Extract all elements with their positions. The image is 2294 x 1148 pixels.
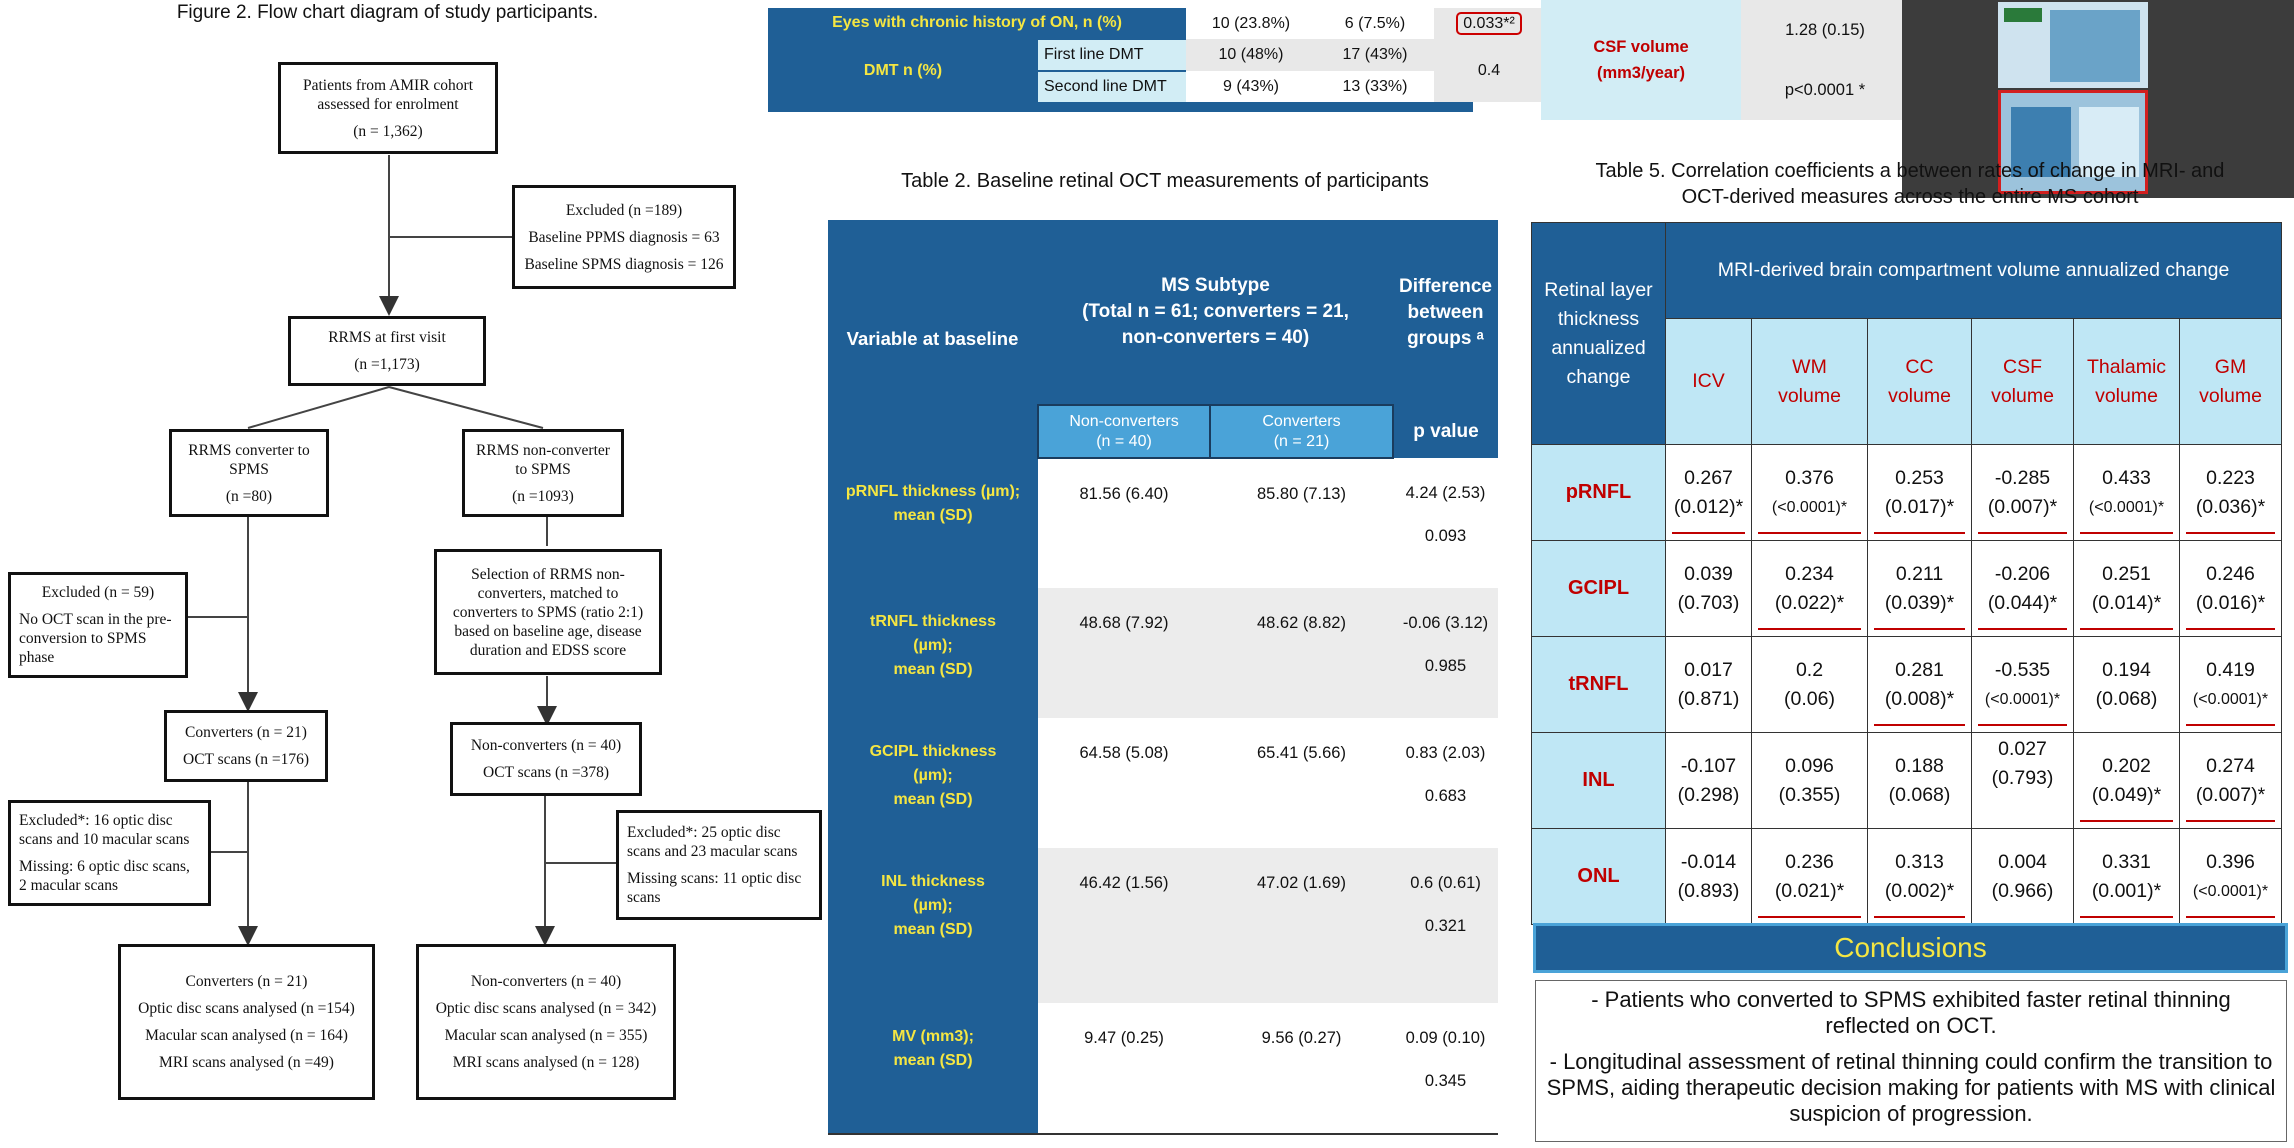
correlation-p-value: (0.022)* [1774,591,1845,614]
table2-caption: Table 2. Baseline retinal OCT measurements of participants [901,170,1429,192]
flow-box-excluded-left: Excluded*: 16 optic disc scans and 10 macular scans Missing: 6 optic disc scans, 2 macular scans [8,800,211,906]
table5 [1531,222,2282,925]
significance-underline [1758,628,1861,630]
table2-row: pRNFL thickness (µm); mean (SD) 81.56 (6.40) 85.80 (7.13) 4.24 (2.53) 0.093 [828,458,1498,588]
correlation-cell [1972,637,2074,733]
table3-fragment: CSF volume (mm3/year) 1.28 (0.15) p<0.0001 * [1541,0,2233,120]
table5-group-header: MRI-derived brain compartment volume annualized change [1666,223,2282,319]
table5-column-header: Thalamic volume [2074,319,2180,445]
correlation-p-value: (0.966) [1991,879,2054,902]
table2-variable-header: Variable at baseline [828,220,1038,458]
table5-row [1532,733,2282,829]
correlation-coefficient: -0.535 [1994,658,2051,681]
correlation-cell [2074,637,2180,733]
correlation-p-value: (<0.0001)* [2192,690,2269,708]
table2-row: tRNFL thickness (µm); mean (SD) 48.68 (7.92) 48.62 (8.82) -0.06 (3.12) 0.985 [828,588,1498,718]
table5-column-header: WM volume [1752,319,1868,445]
table5-row [1532,637,2282,733]
correlation-p-value: (0.355) [1778,783,1841,806]
correlation-cell [1972,829,2074,925]
flow-box-non-converter: RRMS non-converter to SPMS (n =1093) [462,429,624,517]
flow-box-excluded-59: Excluded (n = 59) No OCT scan in the pre- conversion to SPMS phase [8,572,188,678]
significance-underline [1758,532,1861,534]
correlation-coefficient: -0.014 [1680,850,1737,873]
table5-column-header: ICV [1666,319,1752,445]
table1-row-on: Eyes with chronic history of ON, n (%) 10 (23.8%) 6 (7.5%) 0.033*² [768,8,1544,39]
significance-underline [1874,628,1965,630]
table5-column-header: CSF volume [1972,319,2074,445]
correlation-p-value: (0.008)* [1884,687,1955,710]
correlation-cell [1666,733,1752,829]
thumbnail-chart-block [2004,8,2042,22]
correlation-p-value: (0.007)* [2195,783,2266,806]
conclusion-point: - Longitudinal assessment of retinal thinning could confirm the transition to SPMS, aiding therapeutic decision making for patients with MS with clinical suspicion of progression. [1546,1049,2276,1126]
correlation-cell [1972,541,2074,637]
flow-box-final-converters: Converters (n = 21) Optic disc scans analysed (n =154) Macular scan analysed (n = 164) MRI scans analysed (n =49) [118,944,375,1100]
thumbnail-slide[interactable] [1998,2,2148,88]
correlation-coefficient: 0.211 [1895,562,1944,585]
significance-underline [2186,532,2275,534]
table2-converters-header: Converters (n = 21) [1210,405,1393,458]
table2-nonconverters-header: Non-converters (n = 40) [1038,405,1210,458]
significance-underline [1672,532,1745,534]
table5-row [1532,541,2282,637]
significance-underline [1874,724,1965,726]
correlation-coefficient: 0.253 [1895,466,1944,489]
correlation-p-value: (0.068) [1888,783,1951,806]
correlation-coefficient: 0.419 [2206,658,2255,681]
table2-row: GCIPL thickness (µm); mean (SD) 64.58 (5.08) 65.41 (5.66) 0.83 (2.03) 0.683 [828,718,1498,848]
correlation-p-value: (0.06) [1784,687,1835,710]
correlation-cell [2180,829,2282,925]
table5-caption: Table 5. Correlation coefficients a between rates of change in MRI- and OCT-derived measures across the entire MS cohort [1595,160,2225,208]
significance-underline [2080,628,2173,630]
correlation-cell [2074,445,2180,541]
correlation-p-value: (0.793) [1991,767,2054,789]
correlation-cell [1666,445,1752,541]
correlation-cell [1868,733,1972,829]
correlation-p-value: (0.893) [1677,879,1740,902]
correlation-p-value: (0.014)* [2091,591,2162,614]
correlation-p-value: (<0.0001)* [1984,690,2061,708]
correlation-coefficient: 0.267 [1684,466,1733,489]
correlation-cell [1752,637,1868,733]
table5-row-label: INL [1532,733,1666,829]
correlation-cell [1868,637,1972,733]
correlation-cell [1752,829,1868,925]
correlation-coefficient: 0.039 [1684,562,1733,585]
correlation-p-value: (<0.0001)* [2192,882,2269,900]
correlation-p-value: (0.871) [1677,687,1740,710]
table5-corner-header: Retinal layer thickness annualized change [1532,223,1666,445]
table2 [828,220,1498,1135]
significance-underline [1874,916,1965,918]
table1-fragment [768,8,1544,112]
thumbnail-table-block [2050,10,2140,82]
correlation-coefficient: 0.017 [1684,658,1733,681]
p-value-highlight: 0.033*² [1456,12,1522,35]
correlation-p-value: (<0.0001)* [2088,498,2165,516]
correlation-coefficient: 0.234 [1785,562,1834,585]
table5-row [1532,829,2282,925]
correlation-coefficient: 0.251 [2102,562,2151,585]
table2-bottom-rule [828,1133,1498,1135]
correlation-cell [1752,733,1868,829]
table1-bottom-bar [768,102,1473,112]
correlation-cell [2180,637,2282,733]
correlation-p-value: (0.001)* [2091,879,2162,902]
correlation-p-value: (0.016)* [2195,591,2266,614]
correlation-p-value: (0.007)* [1987,495,2058,518]
correlation-p-value: (0.002)* [1884,879,1955,902]
correlation-coefficient: 0.188 [1895,754,1944,777]
correlation-cell [1868,541,1972,637]
conclusions-body [1535,980,2287,1142]
significance-underline [1978,532,2067,534]
csf-volume-label: CSF volume (mm3/year) [1541,0,1741,120]
flow-box-excluded-right: Excluded*: 25 optic disc scans and 23 macular scans Missing scans: 11 optic disc scans [616,810,822,920]
significance-underline [2080,532,2173,534]
correlation-p-value: (0.036)* [2195,495,2266,518]
table5-row-label: tRNFL [1532,637,1666,733]
correlation-p-value: (0.012)* [1673,495,1744,518]
flow-box-non-converters-40: Non-converters (n = 40) OCT scans (n =378) [450,722,642,796]
flow-box-excluded-189: Excluded (n =189) Baseline PPMS diagnosis = 63 Baseline SPMS diagnosis = 126 [512,185,736,289]
flow-box-final-non-converters: Non-converters (n = 40) Optic disc scans analysed (n = 342) Macular scan analysed (n = 355) MRI scans analysed (n = 128) [416,944,676,1100]
significance-underline [2080,916,2173,918]
significance-underline [1978,724,2067,726]
table2-row: MV (mm3); mean (SD) 9.47 (0.25) 9.56 (0.27) 0.09 (0.10) 0.345 [828,1003,1498,1133]
correlation-cell [1752,445,1868,541]
correlation-p-value: (0.021)* [1774,879,1845,902]
table5-row-label: GCIPL [1532,541,1666,637]
significance-underline [2186,724,2275,726]
correlation-p-value: (0.017)* [1884,495,1955,518]
significance-underline [2186,628,2275,630]
significance-underline [1758,916,1861,918]
correlation-cell [1868,829,1972,925]
flow-box-amir: Patients from AMIR cohort assessed for enrolment (n = 1,362) [278,62,498,154]
flow-box-rrms: RRMS at first visit (n =1,173) [288,316,486,386]
table5-row-label: ONL [1532,829,1666,925]
correlation-p-value: (0.703) [1677,591,1740,614]
flow-box-converter: RRMS converter to SPMS (n =80) [169,429,329,517]
table1-row-second-dmt: Second line DMT 9 (43%) 13 (33%) [768,71,1544,102]
correlation-coefficient: 0.331 [2102,850,2151,873]
correlation-cell [2180,445,2282,541]
flow-box-selection: Selection of RRMS non- converters, matched to converters to SPMS (ratio 2:1) based on baseline age, disease duration and EDSS score [434,549,662,675]
correlation-coefficient: 0.274 [2206,754,2255,777]
table2-pvalue-header: p value [1393,405,1498,458]
significance-underline [1978,628,2067,630]
correlation-cell [1666,829,1752,925]
correlation-coefficient: 0.281 [1895,658,1944,681]
correlation-cell [2074,829,2180,925]
correlation-coefficient: 0.246 [2206,562,2255,585]
significance-underline [2080,820,2173,822]
significance-underline [1874,532,1965,534]
correlation-p-value: (0.049)* [2091,783,2162,806]
correlation-coefficient: 0.433 [2102,466,2151,489]
correlation-p-value: (0.298) [1677,783,1740,806]
correlation-coefficient: 0.313 [1895,850,1944,873]
significance-underline [2186,820,2275,822]
correlation-cell [1666,541,1752,637]
correlation-coefficient: 0.223 [2206,466,2255,489]
correlation-p-value: (0.068) [2095,687,2158,710]
conclusion-point: - Patients who converted to SPMS exhibited faster retinal thinning reflected on OCT. [1591,987,2231,1038]
table2-row: INL thickness (µm); mean (SD) 46.42 (1.56) 47.02 (1.69) 0.6 (0.61) 0.321 [828,848,1498,1003]
correlation-coefficient: 0.396 [2206,850,2255,873]
table5-column-header: GM volume [2180,319,2282,445]
significance-underline [2186,916,2275,918]
correlation-coefficient: 0.096 [1785,754,1834,777]
conclusions-heading: Conclusions [1533,923,2288,973]
correlation-cell [2074,541,2180,637]
correlation-cell [2180,541,2282,637]
table5-row [1532,445,2282,541]
correlation-p-value: (0.039)* [1884,591,1955,614]
correlation-coefficient: 0.236 [1785,850,1834,873]
correlation-coefficient: 0.027 [1998,738,2047,760]
table5-column-header: CC volume [1868,319,1972,445]
correlation-coefficient: 0.376 [1785,466,1834,489]
correlation-coefficient: 0.004 [1998,850,2047,873]
flow-box-converters-21: Converters (n = 21) OCT scans (n =176) [164,710,328,782]
correlation-p-value: (0.044)* [1987,591,2058,614]
correlation-coefficient: 0.202 [2102,754,2151,777]
correlation-cell [2180,733,2282,829]
table2-difference-header: Difference between groups ᵃ [1393,220,1498,405]
correlation-coefficient: -0.206 [1994,562,2051,585]
correlation-p-value: (<0.0001)* [1771,498,1848,516]
correlation-cell [1972,445,2074,541]
correlation-coefficient: 0.2 [1795,658,1824,681]
correlation-cell [1752,541,1868,637]
correlation-cell [2074,733,2180,829]
correlation-cell [1868,445,1972,541]
table2-ms-subtype-header: MS Subtype (Total n = 61; converters = 21, non-converters = 40) [1038,220,1393,405]
correlation-cell [1666,637,1752,733]
table1-row-first-dmt: DMT n (%) First line DMT 10 (48%) 17 (43%) 0.4 [768,39,1544,71]
figure2-title: Figure 2. Flow chart diagram of study participants. [176,2,599,23]
correlation-coefficient: 0.194 [2102,658,2151,681]
correlation-cell [1972,733,2074,829]
correlation-coefficient: -0.285 [1994,466,2051,489]
table5-row-label: pRNFL [1532,445,1666,541]
correlation-coefficient: -0.107 [1680,754,1737,777]
